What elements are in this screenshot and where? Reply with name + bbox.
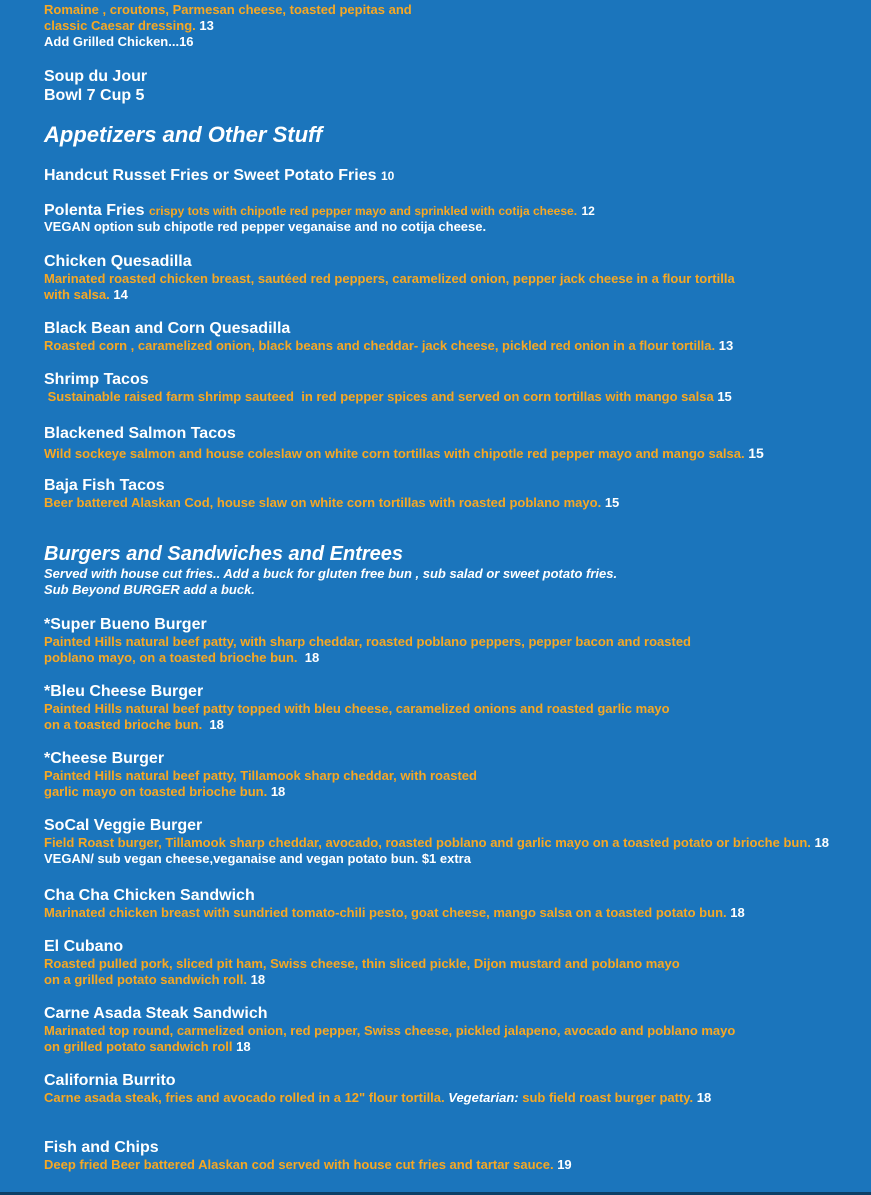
item-price: 14 <box>113 287 128 302</box>
item-desc: sub field roast burger patty. <box>522 1090 694 1105</box>
menu-item <box>44 1138 572 1173</box>
appetizers-heading: Appetizers and Other Stuff <box>44 122 323 147</box>
item-desc: Painted Hills natural beef patty topped with bleu cheese, caramelized onions and roasted garlic mayo <box>44 701 670 716</box>
item-name: Polenta Fries <box>44 202 145 219</box>
item-desc: Painted Hills natural beef patty, with sharp cheddar, roasted poblano peppers, pepper bacon and roasted <box>44 634 691 649</box>
menu-item <box>44 252 735 303</box>
vegetarian-label: Vegetarian: <box>448 1090 519 1105</box>
item-desc: Marinated chicken breast with sundried tomato-chili pesto, goat cheese, mango salsa on a toasted potato bun. <box>44 905 727 920</box>
item-desc: Sustainable raised farm shrimp sauteed in red pepper spices and served on corn tortillas with mango salsa <box>44 389 714 404</box>
item-price: 15 <box>604 495 620 510</box>
item-name: *Super Bueno Burger <box>44 616 207 633</box>
menu-item <box>44 1071 711 1106</box>
item-desc: crispy tots with chipotle red pepper mayo and sprinkled with cotija cheese. <box>148 204 578 218</box>
item-desc: with salsa. <box>44 287 110 302</box>
menu-item <box>44 886 745 921</box>
item-desc: Wild sockeye salmon and house coleslaw on white corn tortillas with chipotle red pepper mayo and mango salsa. <box>44 446 745 461</box>
item-name: Chicken Quesadilla <box>44 253 192 270</box>
menu-item <box>44 749 477 800</box>
item-name: Fish and Chips <box>44 1139 159 1156</box>
item-name: SoCal Veggie Burger <box>44 817 203 834</box>
item-price: 18 <box>236 1039 251 1054</box>
caesar-price: 13 <box>199 18 214 33</box>
item-price: 10 <box>380 169 395 183</box>
item-name: Black Bean and Corn Quesadilla <box>44 320 291 337</box>
menu-item <box>44 424 764 462</box>
item-desc: Deep fried Beer battered Alaskan cod served with house cut fries and tartar sauce. <box>44 1157 554 1172</box>
item-price: 12 <box>581 204 595 218</box>
menu-item <box>44 937 680 988</box>
soup-item <box>44 67 147 105</box>
item-desc: poblano mayo, on a toasted brioche bun. <box>44 650 298 665</box>
item-desc: Beer battered Alaskan Cod, house slaw on white corn tortillas with roasted poblano mayo. <box>44 495 602 510</box>
item-desc: on a toasted brioche bun. <box>44 717 203 732</box>
menu-item <box>44 370 732 405</box>
item-desc: Painted Hills natural beef patty, Tillamook sharp cheddar, with roasted <box>44 768 477 783</box>
menu-item <box>44 1004 735 1055</box>
menu-item <box>44 816 829 867</box>
item-desc: garlic mayo on toasted brioche bun. <box>44 784 268 799</box>
item-name: El Cubano <box>44 938 124 955</box>
caesar-desc: Romaine , croutons, Parmesan cheese, toasted pepitas and classic Caesar dressing. 13 Add Grilled Chicken...16 <box>44 2 412 49</box>
soup-name: Soup du Jour <box>44 68 148 85</box>
item-price: 19 <box>557 1157 572 1172</box>
item-price: 18 <box>814 835 829 850</box>
menu-item <box>44 476 619 511</box>
item-desc: on a grilled potato sandwich roll. <box>44 972 247 987</box>
item-price: 15 <box>717 389 732 404</box>
menu-item <box>44 166 394 185</box>
item-desc: Roasted pulled pork, sliced pit ham, Swiss cheese, thin sliced pickle, Dijon mustard and poblano mayo <box>44 956 680 971</box>
item-name: *Bleu Cheese Burger <box>44 683 204 700</box>
item-price: 18 <box>696 1090 712 1105</box>
item-name: Shrimp Tacos <box>44 371 149 388</box>
item-name: California Burrito <box>44 1072 176 1089</box>
caesar-addon: Add Grilled Chicken...16 <box>44 34 194 49</box>
item-desc: Field Roast burger, Tillamook sharp cheddar, avocado, roasted poblano and garlic mayo on a toasted potato or brioche bun. <box>44 835 811 850</box>
item-price: 18 <box>304 650 320 665</box>
item-note: VEGAN/ sub vegan cheese,veganaise and vegan potato bun. $1 extra <box>44 851 471 866</box>
item-name: Handcut Russet Fries or Sweet Potato Fries <box>44 167 377 184</box>
menu-item <box>44 682 670 733</box>
item-desc: Marinated roasted chicken breast, sautéed red peppers, caramelized onion, pepper jack cheese in a flour tortilla <box>44 271 735 286</box>
item-desc: Roasted corn , caramelized onion, black beans and cheddar- jack cheese, pickled red onion in a flour tortilla. <box>44 338 716 353</box>
item-price: 18 <box>730 905 745 920</box>
item-name: Cha Cha Chicken Sandwich <box>44 887 255 904</box>
item-desc: Marinated top round, carmelized onion, red pepper, Swiss cheese, pickled jalapeno, avocado and poblano mayo <box>44 1023 736 1038</box>
item-name: Carne Asada Steak Sandwich <box>44 1005 268 1022</box>
item-price: 18 <box>209 717 224 732</box>
item-price: 18 <box>270 784 286 799</box>
item-desc: on grilled potato sandwich roll <box>44 1039 233 1054</box>
item-price: 18 <box>250 972 266 987</box>
item-desc: Carne asada steak, fries and avocado rolled in a 12" flour tortilla. <box>44 1090 445 1105</box>
menu-item <box>44 319 733 354</box>
item-name: Baja Fish Tacos <box>44 477 165 494</box>
item-name: Blackened Salmon Tacos <box>44 425 236 442</box>
soup-prices: Bowl 7 Cup 5 <box>44 87 145 104</box>
menu-item <box>44 615 691 666</box>
burgers-intro: Served with house cut fries.. Add a buck for gluten free bun , sub salad or sweet potato fries. Sub Beyond BURGER add a buck. <box>44 566 618 597</box>
burgers-heading: Burgers and Sandwiches and Entrees <box>44 543 403 565</box>
item-price: 15 <box>748 445 764 461</box>
item-price: 13 <box>718 338 734 353</box>
menu-item <box>44 201 595 220</box>
item-note: VEGAN option sub chipotle red pepper veganaise and no cotija cheese. <box>44 219 487 234</box>
item-name: *Cheese Burger <box>44 750 165 767</box>
